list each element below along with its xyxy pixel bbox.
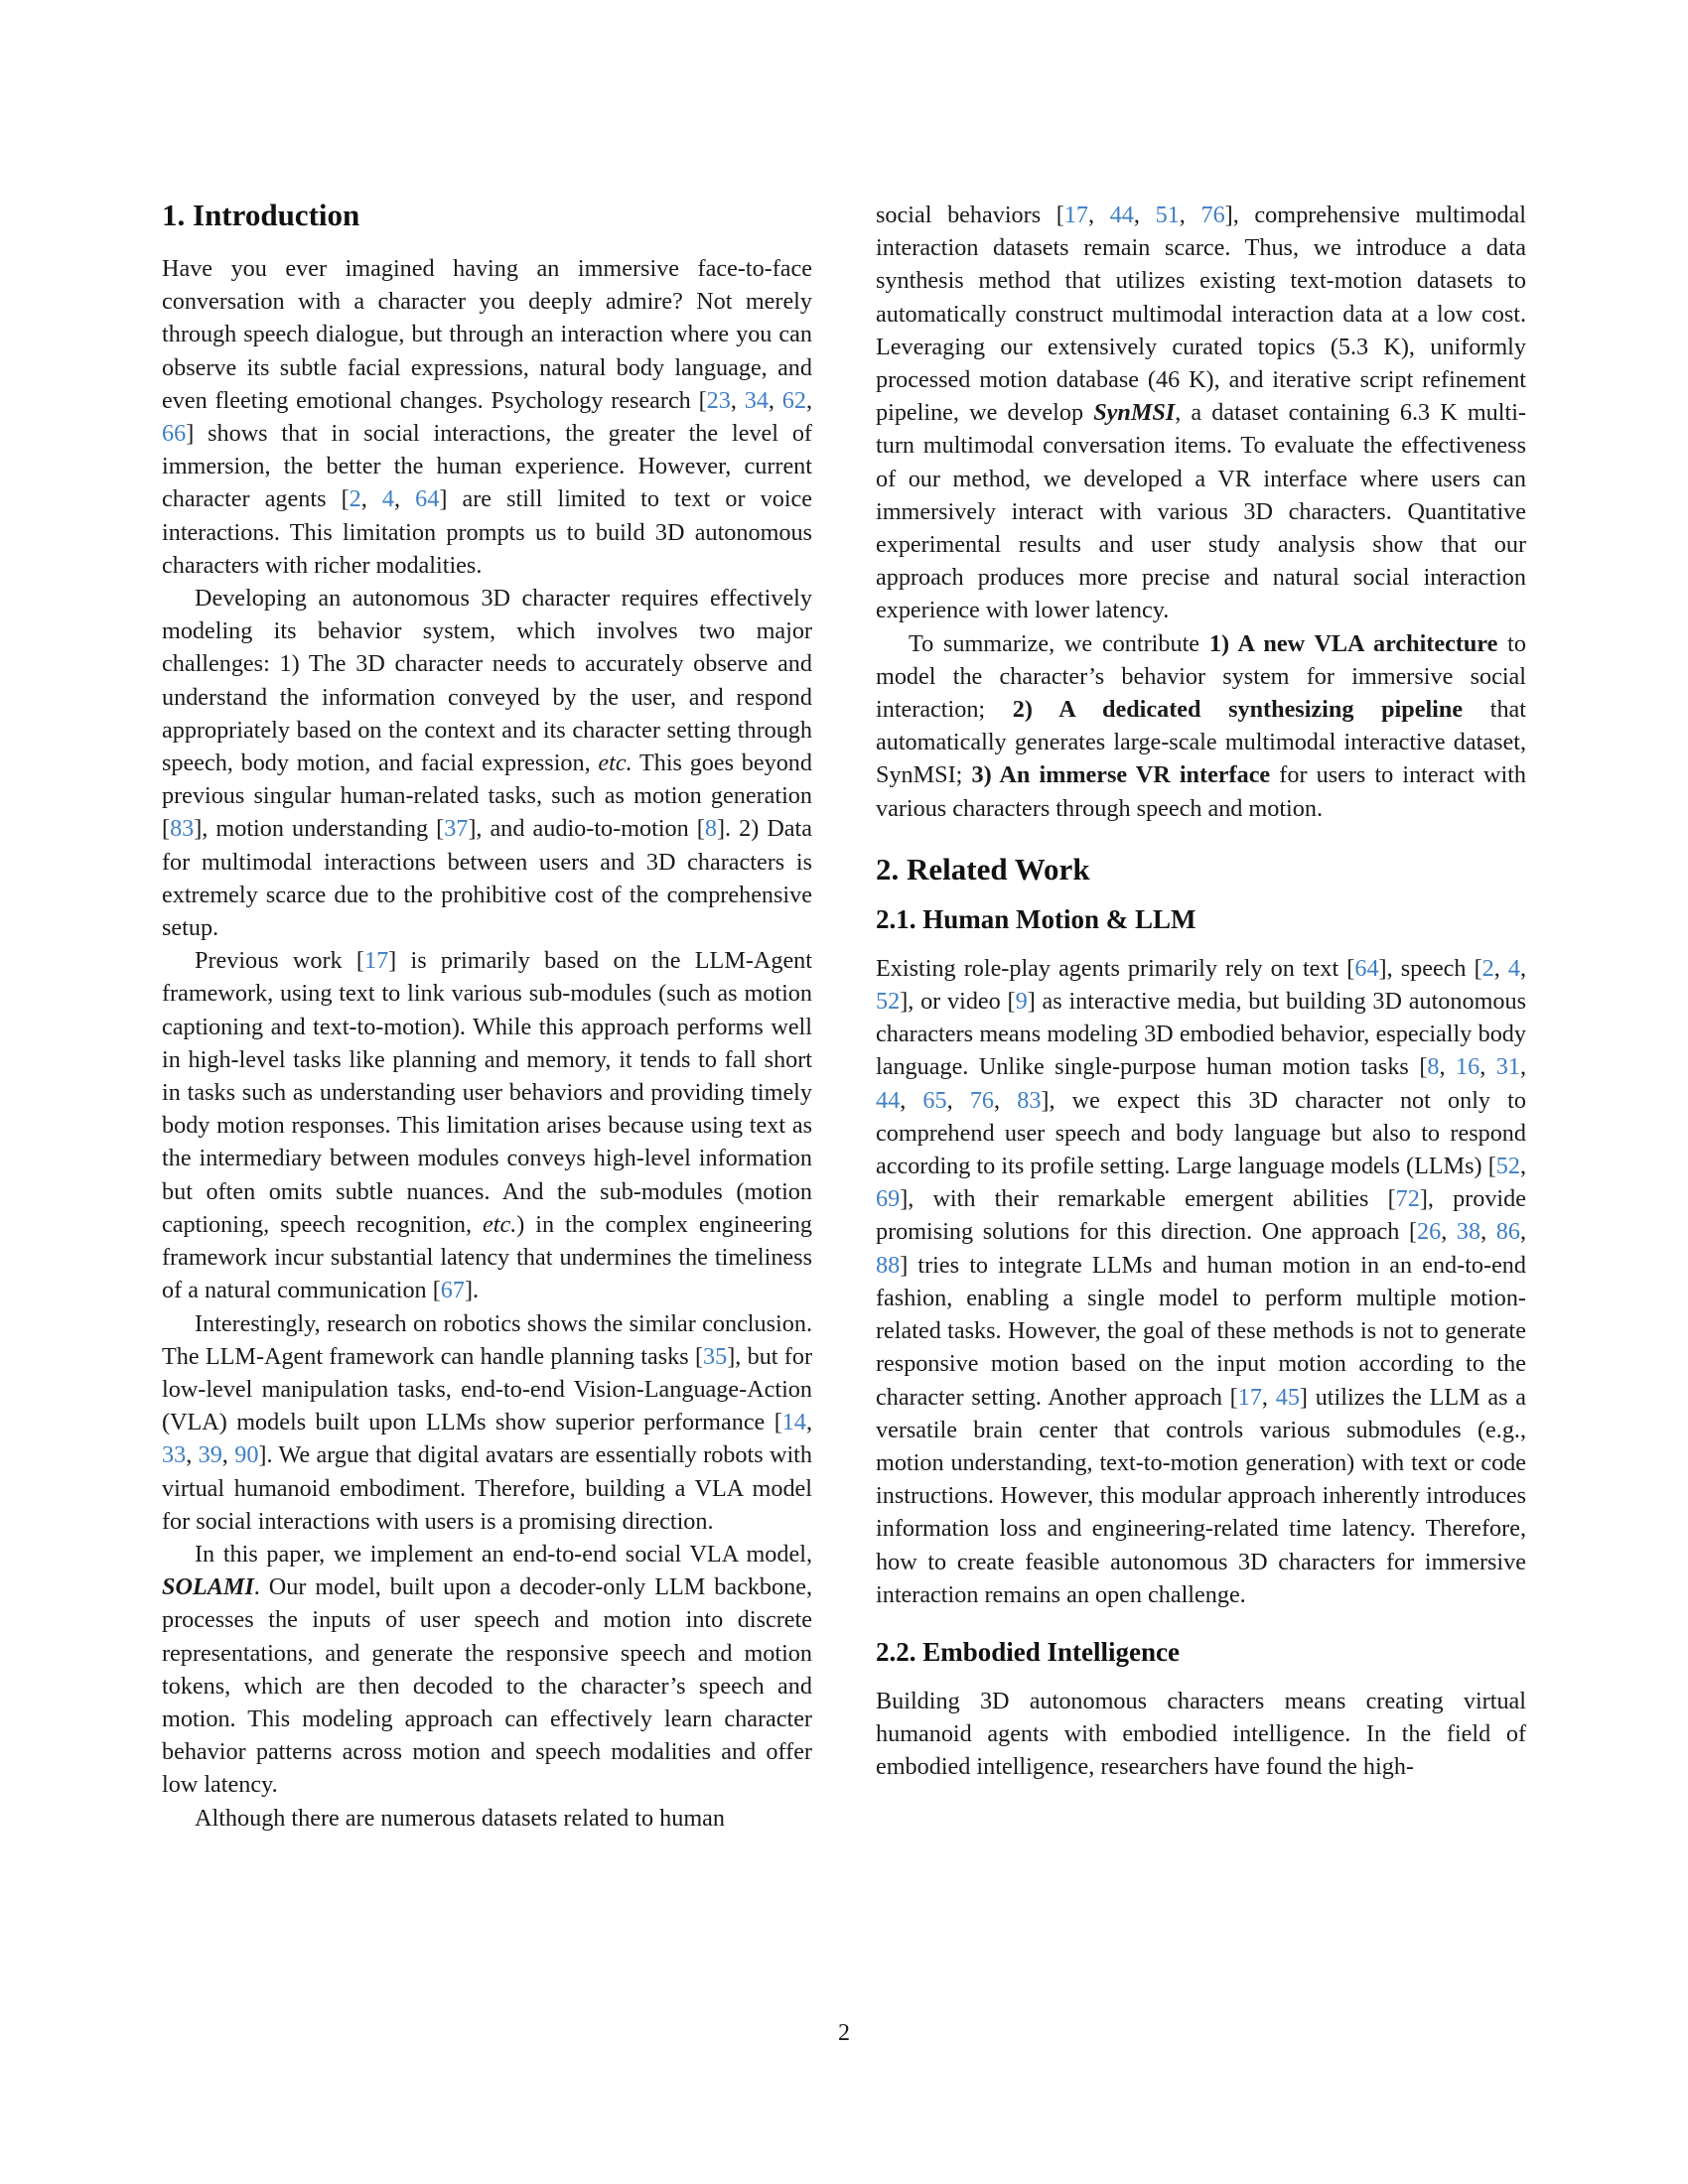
citation-link[interactable]: 26	[1417, 1218, 1442, 1246]
citation-link[interactable]: 31	[1495, 1053, 1520, 1081]
paragraph-intro-6-continued: social behaviors [17, 44, 51, 76], comprehensive multimodal interaction datasets remain scarce. Thus, we introduce a data synthesis method that utilizes existing text-motion datasets to automatically construct multimodal interaction data at a low cost. Leveraging our extensively curated topics (5.3 K), uniformly processed motion database (46 K), and iterative script refinement pipeline, we develop SynMSI, a dataset containing 6.3 K multi-turn multimodal conversation items. To evaluate the effectiveness of our method, we developed a VR interface where users can immersively interact with various 3D characters. Quantitative experimental results and user study analysis show that our approach produces more precise and natural social interaction experience with lower latency.	[876, 202, 1527, 624]
citation-link[interactable]: 76	[969, 1086, 994, 1114]
section-heading-introduction: 1. Introduction	[162, 198, 360, 232]
citation-link[interactable]: 8	[704, 815, 717, 843]
citation-link[interactable]: 44	[876, 1086, 901, 1114]
citation-link[interactable]: 65	[922, 1086, 947, 1114]
left-column	[162, 199, 812, 1835]
paragraph-intro-1: Have you ever imagined having an immersive face-to-face conversation with a character you deeply admire? Not merely through speech dialogue, but through an interaction where you can observe its subtle facial expressions, natural body language, and even fleeting emotional changes. Psychology research [23, 34, 62, 66] shows that in social interactions, the greater the level of immersion, the better the human experience. However, current character agents [2, 4, 64] are still limited to text or voice interactions. This limitation prompts us to build 3D autonomous characters with richer modalities.	[162, 255, 813, 579]
citation-link[interactable]: 8	[1427, 1053, 1440, 1081]
citation-link[interactable]: 72	[1395, 1185, 1420, 1213]
paragraph-related-1: Existing role-play agents primarily rely on text [64], speech [2, 4, 52], or video [9] as interactive media, but building 3D autonomous characters means modeling 3D embodied behavior, especially body language. Unlike single-purpose human motion tasks [8, 16, 31, 44, 65, 76, 83], we expect this 3D character not only to comprehend user speech and body language but also to respond according to its profile setting. Large language models (LLMs) [52, 69], with their remarkable emergent abilities [72], provide promising solutions for this direction. One approach [26, 38, 86, 88] tries to integrate LLMs and human motion in an end-to-end fashion, enabling a single model to perform multiple motion-related tasks. However, the goal of these methods is not to generate responsive motion based on the input motion according to the character setting. Another approach [17, 45] utilizes the LLM as a versatile brain center that controls various submodules (e.g., motion understanding, text-to-motion generation) with text or code instructions. However, this modular approach inherently introduces information loss and engineering-related time latency. Therefore, how to create feasible autonomous 3D characters for immersive interaction remains an open challenge.	[876, 954, 1527, 1608]
citation-link[interactable]: 37	[444, 815, 469, 843]
paragraph-related-2: Building 3D autonomous characters means creating virtual humanoid agents with embodied intelligence. In the field of embodied intelligence, researchers have found the high-	[876, 1687, 1526, 1781]
citation-link[interactable]: 51	[1155, 202, 1180, 228]
citation-link[interactable]: 38	[1456, 1218, 1481, 1246]
paragraph-intro-3: Previous work [17] is primarily based on the LLM-Agent framework, using text to link various sub-modules (such as motion captioning and text-to-motion). While this approach performs well in high-level tasks like planning and memory, it tends to fall short in tasks such as understanding user behaviors and providing timely body motion responses. This limitation arises because using text as the intermediary between modules conveys high-level information but often omits subtle nuances. And the sub-modules (motion captioning, speech recognition, etc.) in the complex engineering framework incur substantial latency that undermines the timeliness of a natural communication [67].	[162, 947, 813, 1304]
citation-link[interactable]: 66	[162, 420, 187, 448]
citation-link[interactable]: 64	[1354, 954, 1379, 982]
page-number: 2	[838, 2020, 850, 2046]
citation-link[interactable]: 83	[1017, 1086, 1042, 1114]
citation-link[interactable]: 2	[349, 485, 361, 513]
citation-link[interactable]: 16	[1456, 1053, 1480, 1081]
citation-link[interactable]: 33	[162, 1441, 187, 1469]
citation-link[interactable]: 69	[876, 1185, 901, 1213]
citation-link[interactable]: 62	[781, 386, 806, 414]
paragraph-intro-2: Developing an autonomous 3D character requires effectively modeling its behavior system, which involves two major challenges: 1) The 3D character needs to accurately observe and understand the information conveyed by the user, and respond appropriately based on the context and its character setting through speech, body motion, and facial expression, etc. This goes beyond previous singular human-related tasks, such as motion generation [83], motion understanding [37], and audio-to-motion [8]. 2) Data for multimodal interactions between users and 3D characters is extremely scarce due to the prohibitive cost of the comprehensive setup.	[162, 585, 812, 942]
citation-link[interactable]: 52	[1495, 1153, 1520, 1180]
dataset-name-synmsi: SynMSI	[1093, 399, 1176, 427]
citation-link[interactable]: 90	[234, 1441, 259, 1469]
citation-link[interactable]: 23	[706, 386, 731, 414]
citation-link[interactable]: 34	[744, 386, 769, 414]
right-column	[876, 199, 1526, 1784]
section-heading-related-work: 2. Related Work	[876, 851, 1090, 887]
citation-link[interactable]: 4	[1507, 954, 1520, 982]
citation-link[interactable]: 39	[198, 1441, 222, 1469]
citation-link[interactable]: 86	[1495, 1218, 1520, 1246]
model-name-solami: SOLAMI	[162, 1573, 254, 1601]
paragraph-intro-6: Although there are numerous datasets related to human	[195, 1804, 725, 1832]
citation-link[interactable]: 17	[1063, 202, 1088, 228]
paragraph-intro-4: Interestingly, research on robotics shows the similar conclusion. The LLM-Agent framework can handle planning tasks [35], but for low-level manipulation tasks, end-to-end Vision-Language-Action (VLA) models built upon LLMs show superior performance [14, 33, 39, 90]. We argue that digital avatars are essentially robots with virtual humanoid embodiment. Therefore, building a VLA model for social interactions with users is a promising direction.	[162, 1309, 812, 1535]
citation-link[interactable]: 2	[1481, 954, 1494, 982]
citation-link[interactable]: 88	[876, 1251, 901, 1279]
citation-link[interactable]: 45	[1275, 1383, 1300, 1411]
paragraph-contributions: To summarize, we contribute 1) A new VLA architecture to model the character’s behavior system for immersive social interaction; 2) A dedicated synthesizing pipeline that automatically generates large-scale multimodal interactive dataset, SynMSI; 3) An immerse VR interface for users to interact with various characters through speech and motion.	[876, 629, 1527, 822]
citation-link[interactable]: 14	[781, 1409, 806, 1436]
citation-link[interactable]: 76	[1200, 202, 1225, 228]
citation-link[interactable]: 17	[1237, 1383, 1262, 1411]
citation-link[interactable]: 83	[170, 815, 195, 843]
citation-link[interactable]: 44	[1109, 202, 1134, 228]
citation-link[interactable]: 9	[1015, 988, 1028, 1016]
citation-link[interactable]: 64	[415, 485, 440, 513]
citation-link[interactable]: 67	[440, 1277, 465, 1304]
citation-link[interactable]: 17	[363, 947, 389, 975]
citation-link[interactable]: 4	[381, 485, 394, 513]
subsection-heading-human-motion-llm: 2.1. Human Motion & LLM	[876, 903, 1196, 934]
citation-link[interactable]: 52	[876, 988, 901, 1016]
subsection-heading-embodied-intelligence: 2.2. Embodied Intelligence	[876, 1636, 1181, 1667]
citation-link[interactable]: 35	[703, 1342, 728, 1370]
paragraph-intro-5: In this paper, we implement an end-to-end social VLA model, SOLAMI. Our model, built upon a decoder-only LLM backbone, processes the inputs of user speech and motion into discrete representations, and generate the responsive speech and motion tokens, which are then decoded to the character’s speech and motion. This modeling approach can effectively learn character behavior patterns across motion and speech modalities and offer low latency.	[162, 1540, 812, 1799]
